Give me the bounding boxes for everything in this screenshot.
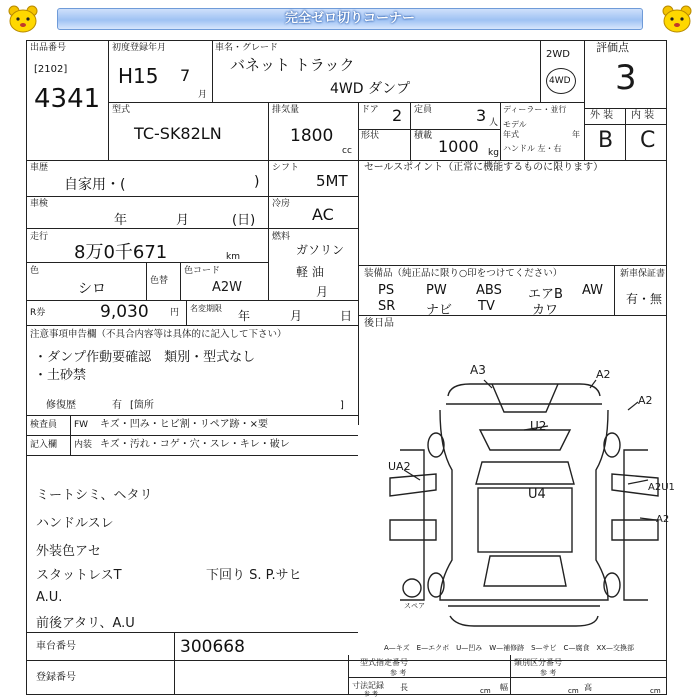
drive-4wd: 4WD — [549, 76, 571, 86]
equip-ps: PS — [378, 283, 395, 298]
history-close: ) — [254, 174, 260, 190]
color-label: 色 — [30, 266, 40, 276]
hand-note-2: ハンドルスレ — [36, 516, 114, 531]
reg-month: 7 — [180, 66, 191, 85]
cc-unit: cc — [342, 146, 352, 156]
mark-a2u1: A2U1 — [648, 482, 675, 493]
aftermarket-label: 後日品 — [364, 318, 394, 329]
banner-title: 完全ゼロ切りコーナー — [284, 11, 415, 26]
mark-u4: U4 — [528, 487, 546, 502]
equip-navi: ナビ — [426, 303, 453, 318]
chassis-value: 300668 — [180, 637, 245, 657]
mileage-label: 走行 — [30, 232, 49, 242]
bear-mascot-icon — [5, 4, 41, 34]
chassis-label: 車台番号 — [36, 641, 76, 652]
mileage-unit: km — [226, 252, 240, 262]
warranty-label: 新車保証書 — [620, 269, 666, 279]
doors-label: ドア — [361, 105, 379, 115]
title-banner — [5, 4, 695, 32]
inspection-month: 月 — [176, 213, 190, 228]
interior-value: C — [640, 128, 656, 153]
fuel-gas: ガソリン — [296, 243, 345, 257]
dealer-model: モデル — [503, 120, 527, 129]
reg-era: H15 — [118, 64, 159, 88]
dim-length-unit: cm — [480, 687, 491, 695]
equip-pw: PW — [426, 283, 447, 298]
dim-width-unit: cm — [568, 687, 579, 695]
category-sub: 参 考 — [540, 669, 557, 677]
mileage-value: 8万0千671 — [74, 242, 168, 263]
mark-a2-right: A2 — [638, 394, 653, 407]
equip-abs: ABS — [476, 283, 502, 298]
dims-label: 寸法記録 — [352, 681, 384, 690]
color-code-value: A2W — [212, 280, 243, 295]
hand-note-6: 前後アタリ、A.U — [36, 616, 135, 631]
damage-legend: A—キズ E—エクボ U—凹み W—補修跡 S—サビ C—腐食 XX—交換部 — [384, 644, 635, 652]
sales-label: セールスポイント（正常に機能するものに限ります） — [364, 162, 604, 173]
dealer-label: ディーラー・並行 — [503, 105, 567, 114]
hand-note-5: A.U. — [36, 590, 63, 605]
repair-place: [箇所 — [130, 400, 154, 411]
repair-value: 有 — [112, 400, 122, 411]
exterior-value: B — [598, 128, 614, 153]
price-value: 9,030 — [100, 302, 149, 322]
fuel-label: 燃料 — [272, 232, 291, 242]
color-month: 月 — [316, 285, 329, 299]
mark-a2-top: A2 — [596, 368, 611, 381]
spec-label: 型式指定番号 — [360, 658, 408, 667]
equip-tv: TV — [478, 299, 495, 314]
mark-a3: A3 — [470, 363, 486, 377]
spare-label: スペア — [404, 602, 425, 610]
seats-value: 3 — [476, 106, 487, 125]
notes-line-2: ・土砂禁 — [34, 368, 87, 383]
shift-label: シフト — [272, 163, 300, 173]
transfer-year: 年 — [238, 309, 251, 323]
seats-label: 定員 — [414, 105, 433, 115]
transfer-label: 名変期限 — [190, 304, 222, 313]
model-name: バネット トラック — [230, 56, 355, 74]
lot-number: 4341 — [34, 84, 101, 114]
entry-label: 記入欄 — [30, 440, 58, 450]
dim-length: 長 — [400, 683, 408, 692]
load-value: 1000 — [438, 137, 479, 156]
dim-height-unit: cm — [650, 687, 661, 695]
banner-bar — [57, 8, 643, 30]
mark-u2: U2 — [530, 419, 547, 433]
model-grade: 4WD ダンプ — [330, 81, 411, 97]
dealer-year-unit: 年 — [572, 130, 580, 139]
fw-checks: キズ・凹み・ヒビ割・リペア跡・×要 — [100, 419, 268, 430]
mark-a2-lower: A2 — [656, 514, 670, 525]
type-value: TC-SK82LN — [134, 124, 222, 143]
hand-note-3: 外装色アセ — [36, 544, 101, 559]
color-value: シロ — [78, 281, 106, 297]
spec-sub: 参 考 — [390, 669, 407, 677]
cc-value: 1800 — [290, 126, 334, 146]
exterior-label: 外 装 — [590, 110, 614, 121]
int-label: 内装 — [74, 440, 93, 450]
equipment-label: 装備品（純正品に限り○印をつけてください） — [364, 268, 563, 279]
lot-label: 出品番号 — [30, 43, 67, 53]
load-unit: kg — [488, 148, 499, 158]
equip-aw: AW — [582, 283, 604, 298]
history-value: 自家用・( — [64, 177, 126, 193]
reg-month-unit: 月 — [198, 90, 208, 100]
fuel-diesel: 軽 油 — [296, 265, 324, 279]
shift-value: 5MT — [316, 172, 348, 190]
dims-ref: 参 考 — [364, 691, 378, 698]
lower-note: 下回り S. P.サヒ — [206, 568, 302, 583]
color-num-label: 色替 — [150, 276, 169, 286]
inspection-day: (日) — [232, 213, 256, 228]
dim-height: 高 — [584, 683, 592, 692]
equip-leather: カワ — [532, 303, 559, 318]
inspection-year: 年 — [114, 213, 128, 228]
price-label: R券 — [30, 308, 46, 318]
bear-mascot-icon — [659, 4, 695, 34]
repair-close: ] — [340, 400, 344, 411]
doors-value: 2 — [392, 106, 403, 125]
cc-label: 排気量 — [272, 105, 300, 115]
ac-label: 冷房 — [272, 199, 291, 209]
load-label: 積載 — [414, 131, 433, 141]
seats-unit: 人 — [489, 118, 499, 128]
equip-sr: SR — [378, 299, 396, 314]
color-code-label: 色コード — [184, 266, 221, 276]
score-label: 評価点 — [596, 41, 629, 54]
first-reg-label: 初度登録年月 — [112, 43, 167, 53]
type-label: 型式 — [112, 105, 131, 115]
repair-label: 修復歴 — [46, 400, 76, 411]
history-label: 車歴 — [30, 163, 49, 173]
ac-value: AC — [312, 205, 334, 224]
transfer-day: 日 — [340, 309, 353, 323]
category-label: 類別区分番号 — [514, 658, 562, 667]
inspection-label: 車検 — [30, 199, 49, 209]
transfer-month: 月 — [290, 309, 303, 323]
fw-label: FW — [74, 420, 89, 430]
drive-2wd: 2WD — [546, 49, 570, 60]
notes-label: 注意事項申告欄（不具合内容等は具体的に記入して下さい） — [30, 329, 287, 340]
mark-ua2: UA2 — [388, 460, 411, 473]
notes-line-1: ・ダンプ作動要確認 類別・型式なし — [34, 350, 256, 365]
score-value: 3 — [615, 58, 637, 98]
price-unit: 円 — [170, 308, 180, 318]
lot-sub: [2102] — [34, 64, 68, 75]
inspector-label: 検査員 — [30, 420, 58, 430]
model-label: 車名・グレード — [215, 43, 279, 53]
regno-label: 登録番号 — [36, 672, 76, 683]
dealer-handle: ハンドル 左・右 — [503, 144, 562, 153]
dealer-year: 年式 — [503, 130, 519, 139]
dim-width: 幅 — [500, 683, 508, 692]
hand-note-4: スタットレスT — [36, 568, 122, 583]
interior-label: 内 装 — [631, 110, 655, 121]
warranty-value: 有・無 — [626, 292, 663, 306]
hand-note-1: ミートシミ、ヘタリ — [36, 488, 153, 503]
int-checks: キズ・汚れ・コゲ・穴・スレ・キレ・破レ — [100, 439, 290, 450]
equip-airbag: エアB — [528, 287, 563, 302]
shape-label: 形状 — [361, 131, 380, 141]
